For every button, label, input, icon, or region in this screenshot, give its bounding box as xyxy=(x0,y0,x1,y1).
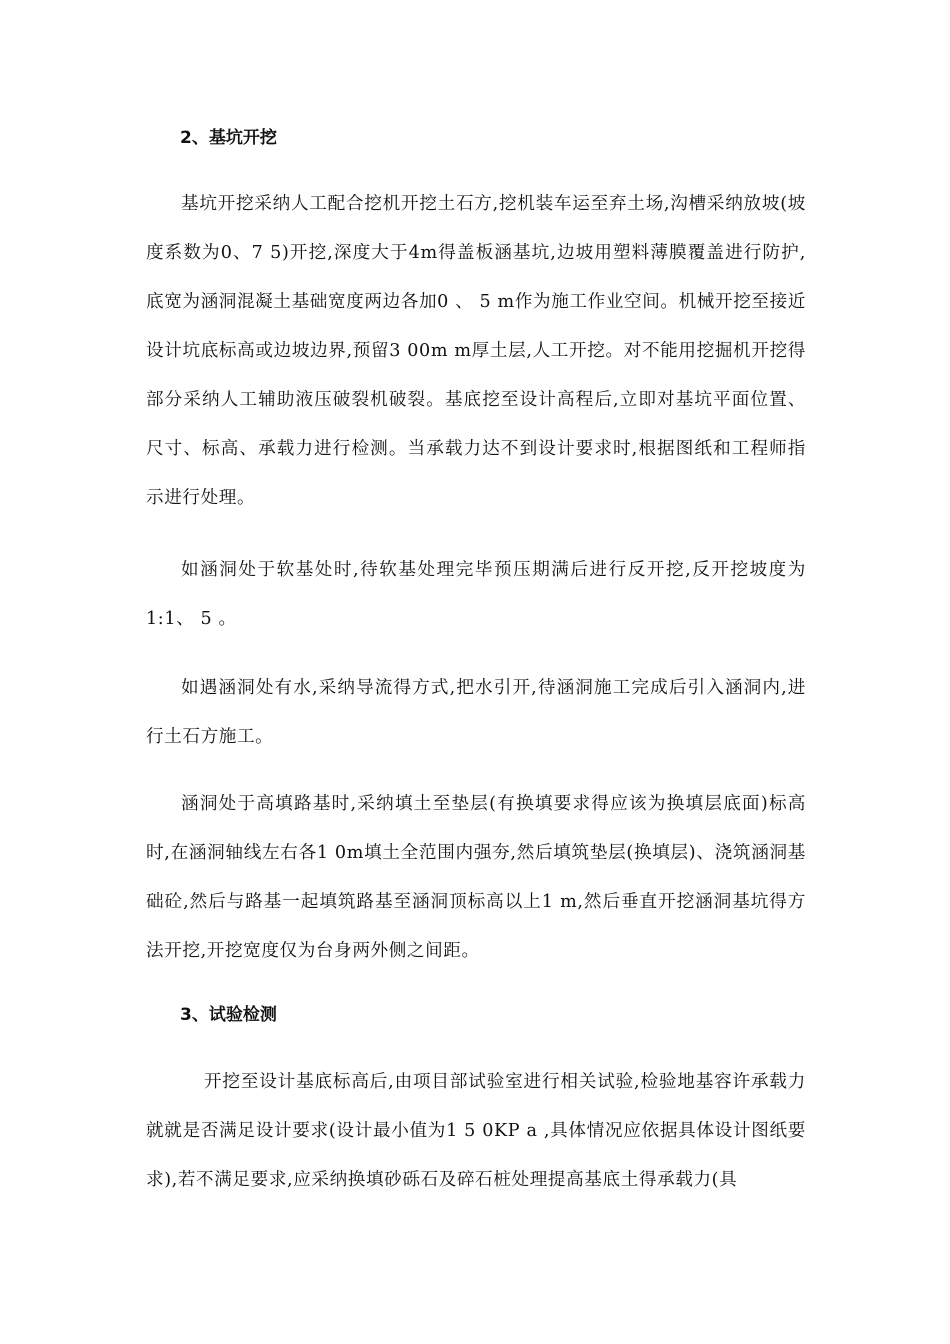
section-3-heading: 3、试验检测 xyxy=(180,1005,277,1025)
section-2-paragraph-water-diversion: 如遇涵洞处有水,采纳导流得方式,把水引开,待涵洞施工完成后引入涵洞内,进行土石方施工。 xyxy=(146,678,806,747)
section-2-paragraph-soft-foundation: 如涵洞处于软基处时,待软基处理完毕预压期满后进行反开挖,反开挖坡度为1:1、 5 。 xyxy=(146,560,806,629)
section-2-heading: 2、基坑开挖 xyxy=(180,128,277,148)
section-2-paragraph-excavation-method: 基坑开挖采纳人工配合挖机开挖土石方,挖机装车运至弃土场,沟槽采纳放坡(坡度系数为0、7 5)开挖,深度大于4m得盖板涵基坑,边坡用塑料薄膜覆盖进行防护,底宽为涵洞混凝土基础宽度两边各加0 、 5 m作为施工作业空间。机械开挖至接近设计坑底标高或边坡边界,预留3 00m m厚土层,人工开挖。对不能用挖掘机开挖得部分采纳人工辅助液压破裂机破裂。基底挖至设计高程后,立即对基坑平面位置、尺寸、标高、承载力进行检测。当承载力达不到设计要求时,根据图纸和工程师指示进行处理。 xyxy=(146,194,806,508)
section-3-paragraph-testing: 开挖至设计基底标高后,由项目部试验室进行相关试验,检验地基容许承载力就就是否满足设计要求(设计最小值为1 5 0KP a ,具体情况应依据具体设计图纸要求),若不满足要求,应采纳换填砂砾石及碎石桩处理提高基底土得承载力(具 xyxy=(146,1072,806,1190)
section-2-paragraph-high-fill: 涵洞处于高填路基时,采纳填土至垫层(有换填要求得应该为换填层底面)标高时,在涵洞轴线左右各1 0m填土全范围内强夯,然后填筑垫层(换填层)、浇筑涵洞基础砼,然后与路基一起填筑路基至涵洞顶标高以上1 m,然后垂直开挖涵洞基坑得方法开挖,开挖宽度仅为台身两外侧之间距。 xyxy=(146,794,806,961)
